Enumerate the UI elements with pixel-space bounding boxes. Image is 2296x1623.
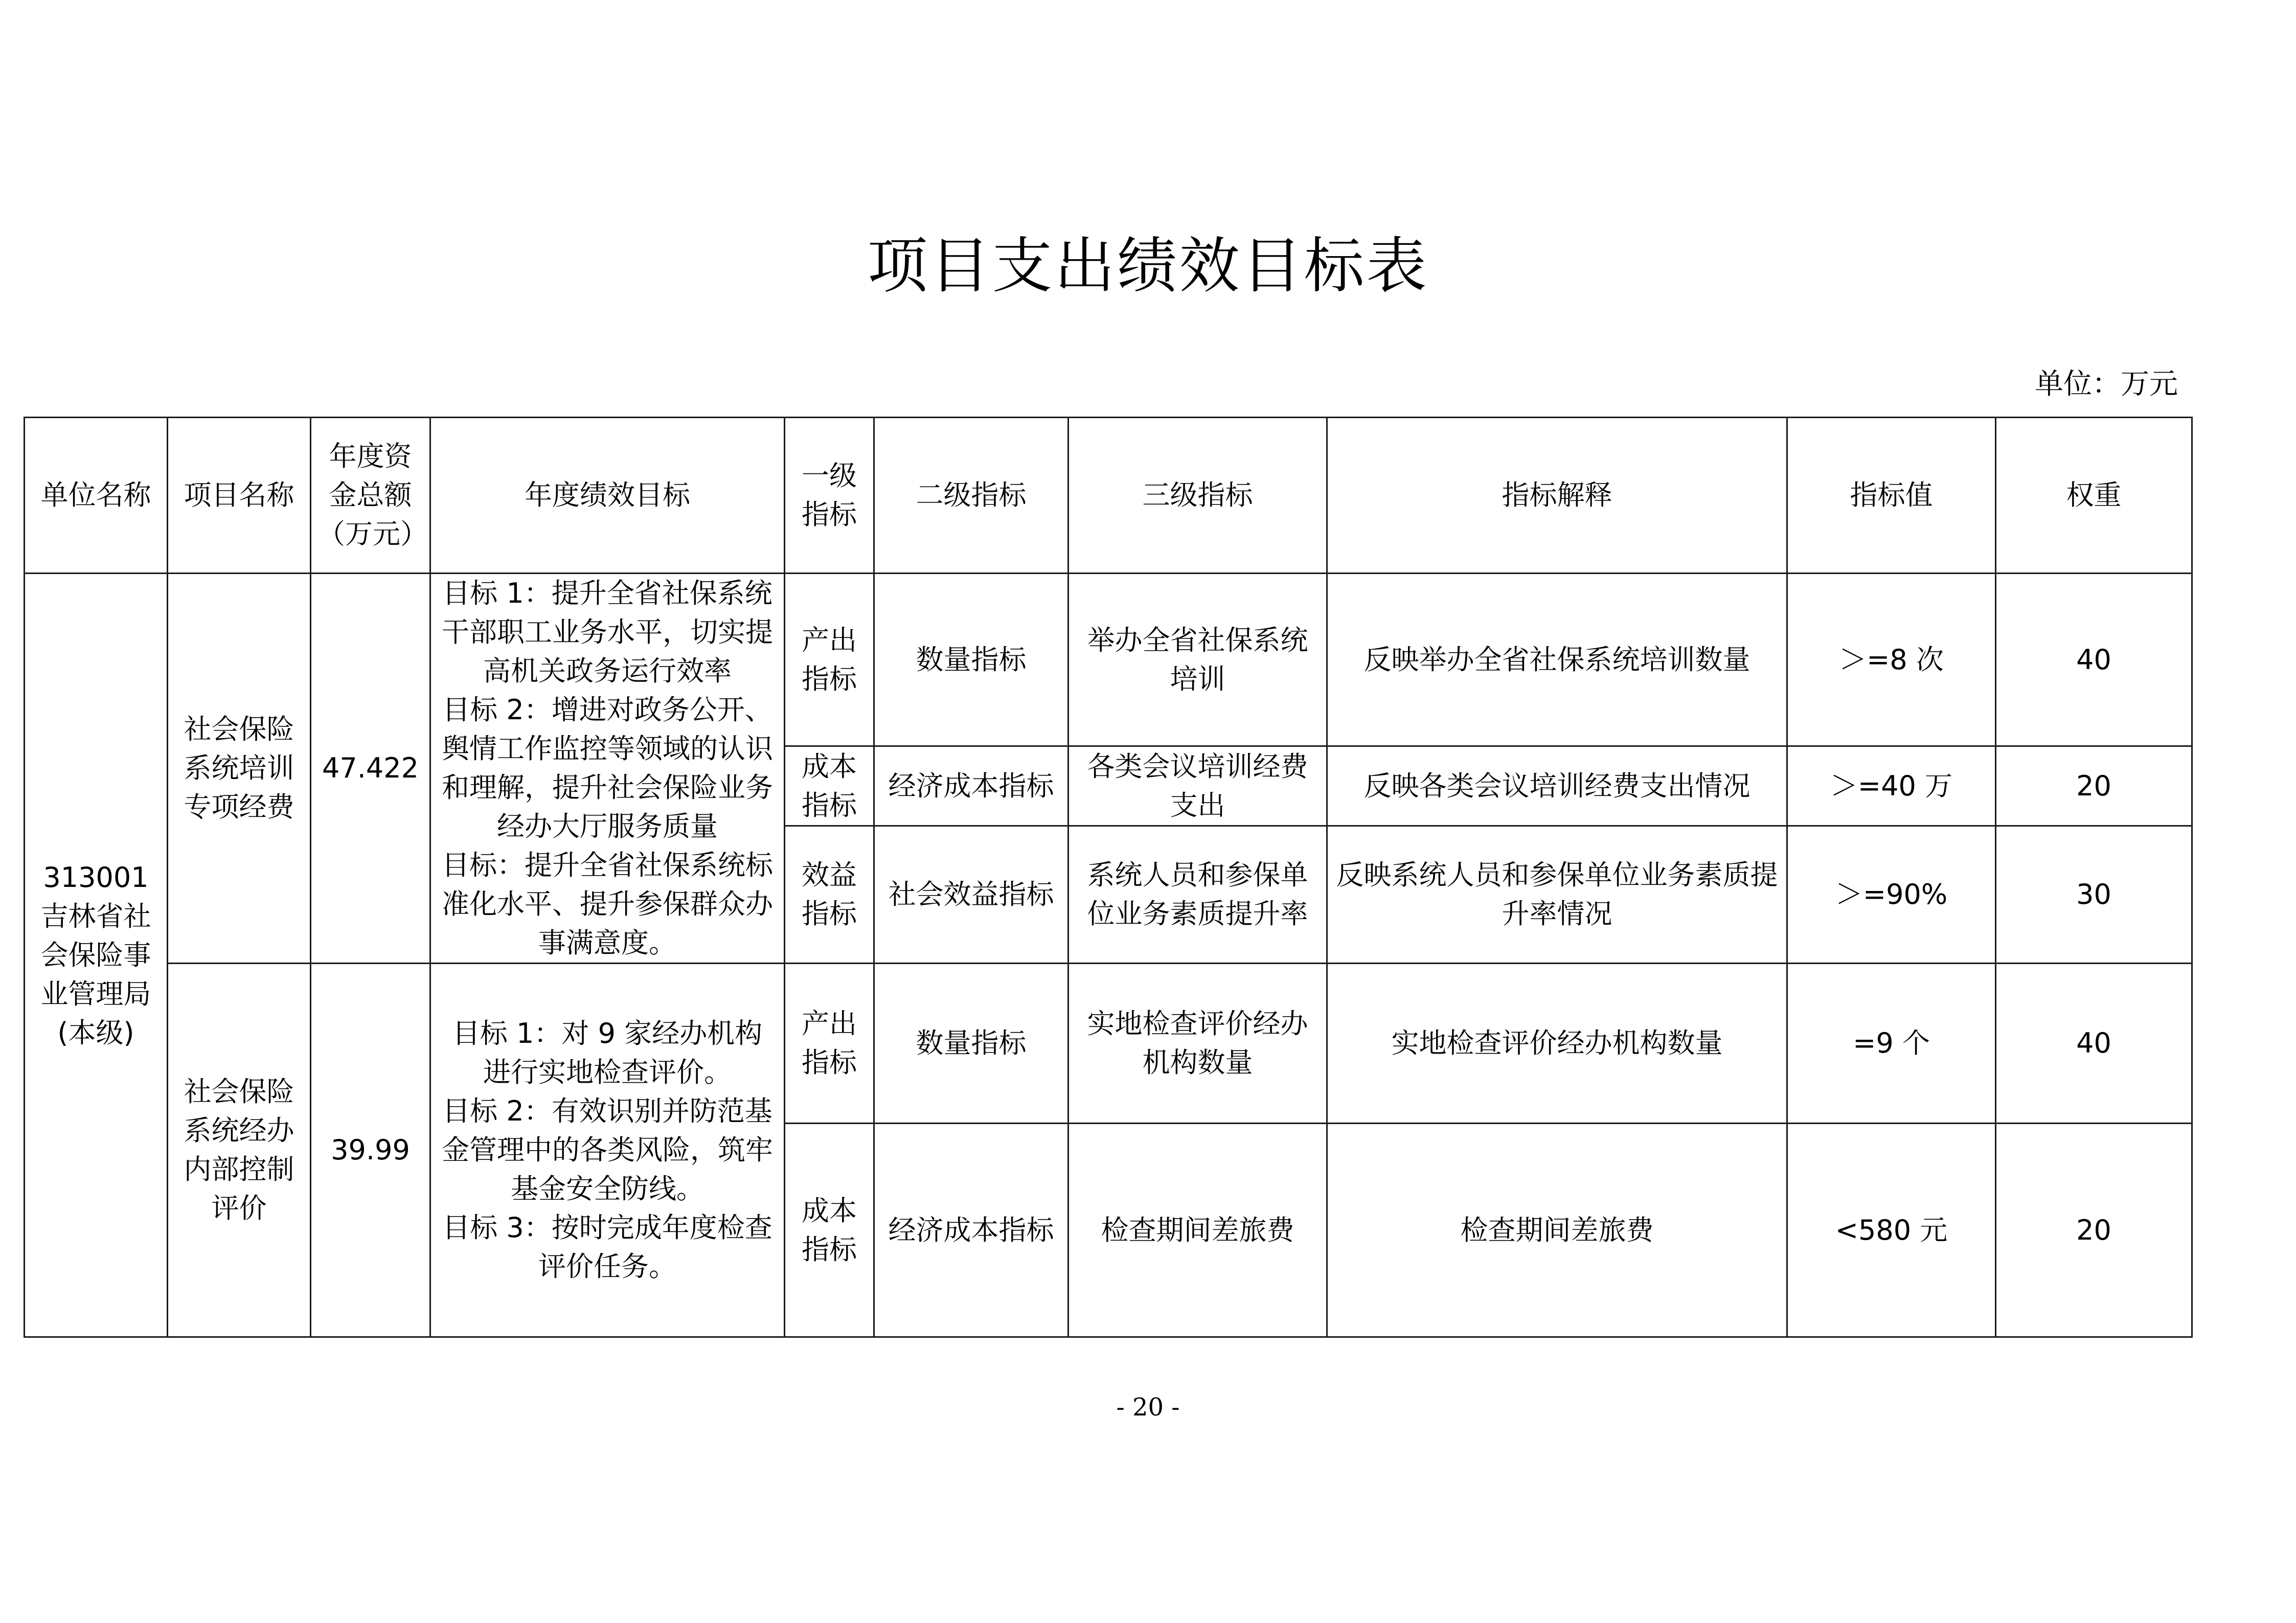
level2-cell: 经济成本指标: [874, 746, 1069, 826]
weight-cell: 40: [1996, 574, 2192, 746]
weight-cell: 20: [1996, 746, 2192, 826]
goal-line: 目标 3：按时完成年度检查评价任务。: [442, 1211, 772, 1283]
annual-funds-cell: 39.99: [311, 964, 430, 1337]
level1-cell: 成本指标: [785, 746, 874, 826]
explanation-cell: 实地检查评价经办机构数量: [1327, 964, 1787, 1124]
level2-cell: 经济成本指标: [874, 1124, 1069, 1337]
header-project-name: 项目名称: [168, 418, 311, 574]
page-number: - 20 -: [1116, 1393, 1180, 1422]
table-row: [25, 574, 2192, 746]
goal-line: 目标：提升全省社保系统标准化水平、提升参保群众办事满意度。: [442, 849, 773, 959]
level1-cell: 成本指标: [785, 1124, 874, 1337]
annual-goal-cell: [430, 964, 785, 1337]
explanation-cell: 反映系统人员和参保单位业务素质提升率情况: [1327, 826, 1787, 963]
weight-cell: 40: [1996, 964, 2192, 1124]
level3-cell: 实地检查评价经办机构数量: [1069, 964, 1327, 1124]
level2-cell: 社会效益指标: [874, 826, 1069, 963]
unit-name-cell: 313001 吉林省社会保险事业管理局(本级): [25, 574, 168, 1337]
level3-cell: 各类会议培训经费支出: [1069, 746, 1327, 826]
header-unit-name: 单位名称: [25, 418, 168, 574]
annual-funds-cell: 47.422: [311, 574, 430, 964]
header-annual-funds: 年度资金总额（万元）: [311, 418, 430, 574]
table-row: [25, 964, 2192, 1124]
goal-line: 目标 2：有效识别并防范基金管理中的各类风险，筑牢基金安全防线。: [442, 1095, 773, 1205]
header-annual-goal: 年度绩效目标: [430, 418, 785, 574]
header-level2: 二级指标: [874, 418, 1069, 574]
annual-goal-cell: [430, 574, 785, 964]
value-cell: ＞=90%: [1787, 826, 1996, 963]
value-cell: ＞=40 万: [1787, 746, 1996, 826]
level2-cell: 数量指标: [874, 574, 1069, 746]
weight-cell: 20: [1996, 1124, 2192, 1337]
goal-line: 目标 1：提升全省社保系统干部职工业务水平，切实提高机关政务运行效率: [442, 577, 773, 687]
header-level3: 三级指标: [1069, 418, 1327, 574]
project-name-cell: 社会保险系统经办内部控制评价: [168, 964, 311, 1337]
level3-cell: 举办全省社保系统培训: [1069, 574, 1327, 746]
level1-cell: 产出指标: [785, 964, 874, 1124]
explanation-cell: 反映举办全省社保系统培训数量: [1327, 574, 1787, 746]
level1-cell: 效益指标: [785, 826, 874, 963]
project-name-cell: 社会保险系统培训专项经费: [168, 574, 311, 964]
explanation-cell: 检查期间差旅费: [1327, 1124, 1787, 1337]
goal-line: 目标 1：对 9 家经办机构进行实地检查评价。: [452, 1017, 763, 1088]
value-cell: ＞=8 次: [1787, 574, 1996, 746]
level3-cell: 检查期间差旅费: [1069, 1124, 1327, 1337]
level2-cell: 数量指标: [874, 964, 1069, 1124]
unit-label: 单位：万元: [2035, 368, 2178, 401]
header-weight: 权重: [1996, 418, 2192, 574]
level3-cell: 系统人员和参保单位业务素质提升率: [1069, 826, 1327, 963]
header-level1: 一级指标: [785, 418, 874, 574]
goal-line: 目标 2：增进对政务公开、舆情工作监控等领域的认识和理解，提升社会保险业务经办大厅服务质量: [442, 694, 773, 842]
value-cell: <580 元: [1787, 1124, 1996, 1337]
header-row: [25, 418, 2192, 574]
header-explanation: 指标解释: [1327, 418, 1787, 574]
weight-cell: 30: [1996, 826, 2192, 963]
value-cell: =9 个: [1787, 964, 1996, 1124]
performance-table: [24, 417, 2193, 1338]
explanation-cell: 反映各类会议培训经费支出情况: [1327, 746, 1787, 826]
header-value: 指标值: [1787, 418, 1996, 574]
level1-cell: 产出指标: [785, 574, 874, 746]
page-title: 项目支出绩效目标表: [867, 231, 1429, 301]
